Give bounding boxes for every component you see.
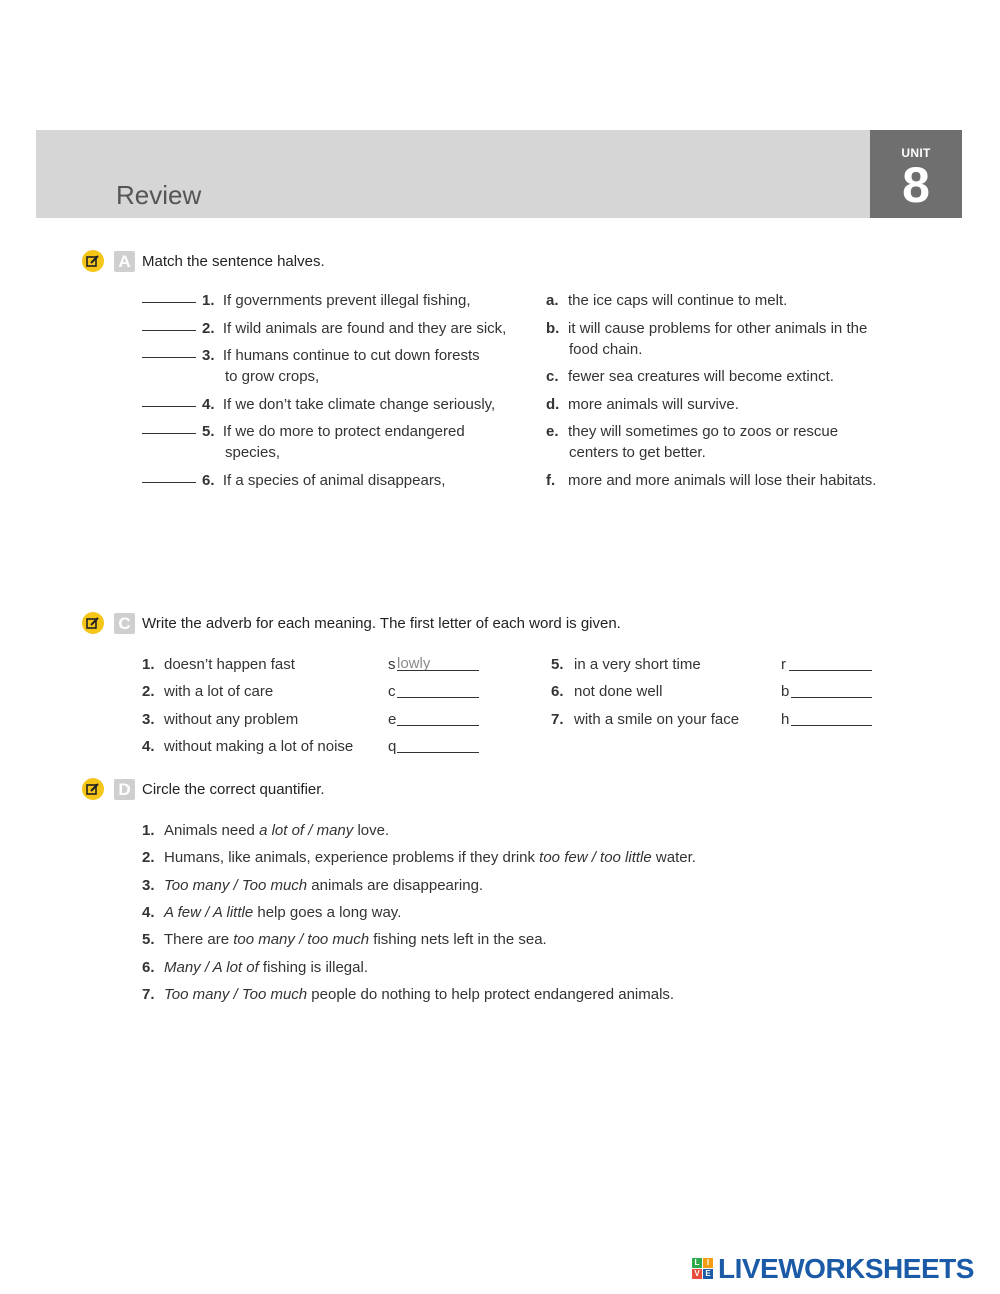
answer-line[interactable] [397,725,479,726]
first-letter: h [781,711,790,728]
section-letter-badge: A [114,251,135,272]
adverb-item: 4. without making a lot of noise [142,738,354,755]
match-option-continued: centers to get better. [569,444,706,461]
answer-blank[interactable] [142,357,196,358]
unit-box [870,130,962,218]
match-option-continued: food chain. [569,341,643,358]
match-item-continued: to grow crops, [225,368,320,385]
adverb-item: 5. in a very short time [551,656,701,673]
match-item: 6. If a species of animal disappears, [142,472,445,490]
match-option: b. it will cause problems for other animals in the [546,320,868,337]
answer-line[interactable] [789,670,872,671]
match-option: f. more and more animals will lose their habitats. [546,472,877,489]
quantifier-item: 1. Animals need a lot of / many love. [142,822,390,839]
section-letter-badge: C [114,613,135,634]
edit-icon [82,778,104,800]
unit-label: UNIT [901,146,931,160]
answer-blank[interactable] [142,433,196,434]
match-option: e. they will sometimes go to zoos or rescue [546,423,839,440]
quantifier-choice[interactable]: too many / too much [233,931,370,948]
header-banner [36,130,870,218]
quantifier-choice[interactable]: Many / A lot of [164,959,259,976]
match-item: 3. If humans continue to cut down forests [142,347,480,365]
quantifier-item: 2. Humans, like animals, experience problems if they drink too few / too little water. [142,849,696,866]
logo-cubes-icon: L I V E [692,1258,714,1280]
first-letter: e [388,711,397,728]
adverb-item: 3. without any problem [142,711,299,728]
match-item-continued: species, [225,444,281,461]
adverb-item: 2. with a lot of care [142,683,274,700]
match-option: a. the ice caps will continue to melt. [546,292,788,309]
match-item: 5. If we do more to protect endangered [142,423,465,441]
first-letter: r [781,656,786,673]
quantifier-choice[interactable]: Too many / Too much [164,986,308,1003]
answer-line[interactable] [397,697,479,698]
section-instruction: Write the adverb for each meaning. The first letter of each word is given. [142,615,621,632]
answer-line[interactable] [397,670,479,671]
quantifier-choice[interactable]: too few / too little [539,849,652,866]
match-item: 4. If we don’t take climate change seriously, [142,396,495,414]
answer-line[interactable] [791,725,872,726]
first-letter: q [388,738,397,755]
match-option: d. more animals will survive. [546,396,739,413]
quantifier-item: 5. There are too many / too much fishing nets left in the sea. [142,931,547,948]
adverb-item: 1. doesn’t happen fast [142,656,295,673]
match-item: 2. If wild animals are found and they are sick, [142,320,506,338]
page-title: Review [116,180,202,210]
first-letter: b [781,683,790,700]
section-instruction: Circle the correct quantifier. [142,781,325,798]
section-instruction: Match the sentence halves. [142,253,325,270]
answer-blank[interactable] [142,302,196,303]
edit-icon [82,250,104,272]
answer-line[interactable] [397,752,479,753]
quantifier-choice[interactable]: A few / A little [164,904,254,921]
match-option: c. fewer sea creatures will become extinct. [546,368,834,385]
adverb-item: 6. not done well [551,683,663,700]
match-item: 1. If governments prevent illegal fishing, [142,292,471,310]
adverb-item: 7. with a smile on your face [551,711,740,728]
quantifier-item: 4. A few / A little help goes a long way. [142,904,402,921]
answer-blank[interactable] [142,330,196,331]
section-letter-badge: D [114,779,135,800]
first-letter: s [388,656,396,673]
first-letter: c [388,683,396,700]
quantifier-choice[interactable]: a lot of / many [259,822,354,839]
logo-text: LIVEWORKSHEETS [718,1253,974,1284]
answer-blank[interactable] [142,482,196,483]
answer-line[interactable] [791,697,872,698]
unit-number: 8 [902,157,930,213]
quantifier-item: 3. Too many / Too much animals are disappearing. [142,877,484,894]
quantifier-item: 7. Too many / Too much people do nothing to help protect endangered animals. [142,986,675,1003]
edit-icon [82,612,104,634]
quantifier-item: 6. Many / A lot of fishing is illegal. [142,959,368,976]
quantifier-choice[interactable]: Too many / Too much [164,877,308,894]
answer-blank[interactable] [142,406,196,407]
filled-answer[interactable]: lowly [397,655,431,672]
